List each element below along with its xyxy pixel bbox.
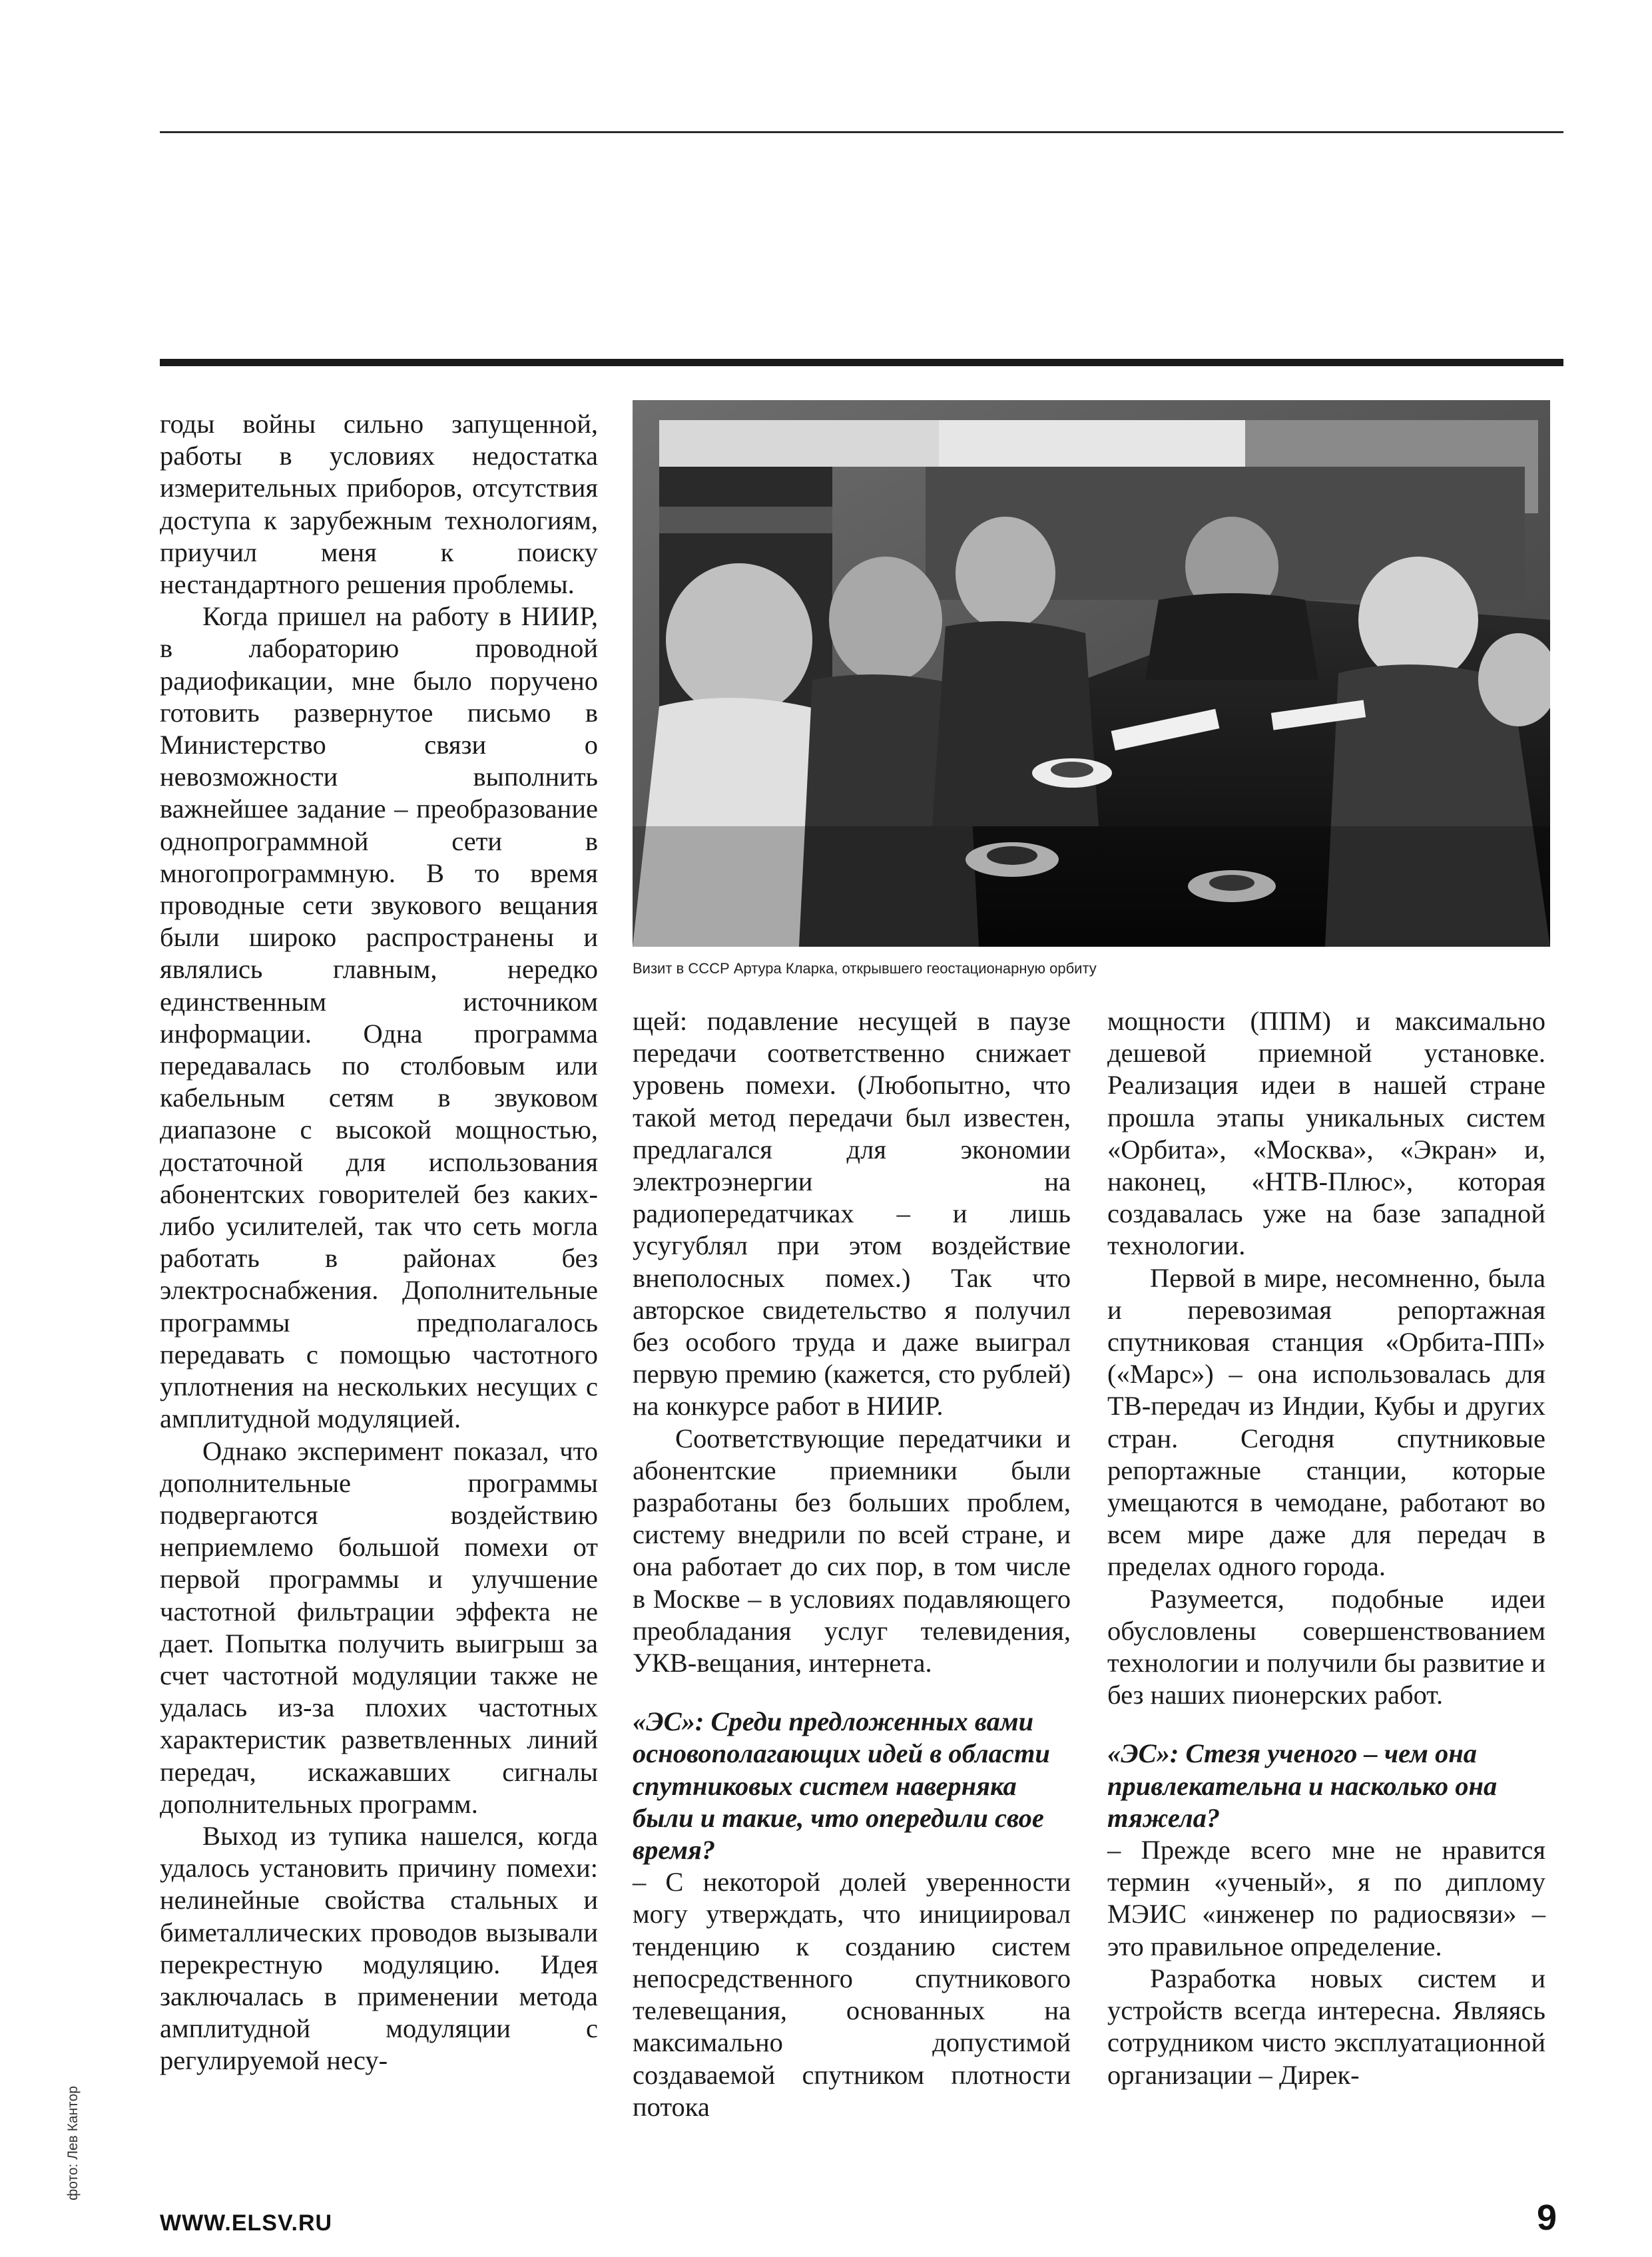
meeting-photo-image	[633, 400, 1550, 947]
article-column-2	[633, 1005, 1071, 2123]
photo-credit: фото: Лев Кантор	[65, 2086, 81, 2200]
photo-caption: Визит в СССР Артура Кларка, открывшего геостационарную орбиту	[633, 960, 1097, 977]
article-column-1	[160, 408, 598, 2077]
interview-question: «ЭС»: Стезя ученого – чем она привлекательна и насколько она тяжела?	[1107, 1738, 1498, 1833]
paragraph: годы войны сильно запущенной, работы в условиях недостатка измерительных приборов, отсутствия доступа к зарубежным технологиям, приучил меня к поиску нестандартного решения проблемы.	[160, 409, 598, 600]
paragraph: Первой в мире, несомненно, была и перевозимая репортажная спутниковая станция «Орбита-ПП» («Марс») – она использовалась для ТВ-передач из Индии, Кубы и других стран. Сегодня спутниковые репортажные станции, которые умещаются в чемодане, работают во всем мире даже для передач в пределах одного города.	[1107, 1262, 1545, 1582]
paragraph: Выход из тупика нашелся, когда удалось установить причину помехи: нелинейные свойства стальных и биметаллических проводов вызывали перекрестную модуляцию. Идея заключалась в применении метода амплитудной модуляции с регулируемой несу-	[160, 1820, 598, 2076]
paragraph: щей: подавление несущей в паузе передачи соответственно снижает уровень помехи. (Любопытно, что такой метод передачи был известен, предлагался для экономии электроэнергии на радиопередатчиках – и лишь усугублял при этом воздействие внеполосных помех.) Так что авторское свидетельство я получил без особого труда и даже выиграл первую премию (кажется, сто рублей) на конкурсе работ в НИИР.	[633, 1006, 1071, 1421]
interview-question: «ЭС»: Среди предложенных вами основополагающих идей в области спутниковых систем наверняка были и такие, что опередили свое время?	[633, 1706, 1050, 1866]
paragraph: мощности (ППМ) и максимально дешевой приемной установке. Реализация идеи в нашей стране прошла этапы уникальных систем «Орбита», «Москва», «Экран» и, наконец, «НТВ-Плюс», которая создавалась уже на базе западной технологии.	[1107, 1006, 1545, 1261]
interview-answer: – Прежде всего мне не нравится термин «ученый», я по диплому МЭИС «инженер по радиосвязи» – это правильное определение.	[1107, 1835, 1545, 1961]
header-rule-thin	[160, 131, 1563, 133]
article-column-3	[1107, 1005, 1545, 2091]
paragraph: Разумеется, подобные идеи обусловлены совершенствованием технологии и получили бы развитие и без наших пионерских работ.	[1107, 1583, 1545, 1710]
paragraph: Соответствующие передатчики и абонентские приемники были разработаны без больших проблем, систему внедрили по всей стране, и она работает до сих пор, в том числе в Москве – в условиях подавляющего преобладания услуг телевидения, УКВ-вещания, интернета.	[633, 1423, 1071, 1678]
paragraph: Разработка новых систем и устройств всегда интересна. Являясь сотрудником чисто эксплуатационной организации – Дирек-	[1107, 1963, 1545, 2090]
paragraph: Когда пришел на работу в НИИР, в лабораторию проводной радиофикации, мне было поручено готовить развернутое письмо в Министерство связи о невозможности выполнить важнейшее задание – преобразование однопрограммной сети в многопрограммную. В то время проводные сети звукового вещания были широко распространены и являлись главным, нередко единственным источником информации. Одна программа передавалась по столбовым или кабельным сетям в звуковом диапазоне с высокой мощностью, достаточной для использования абонентских говорителей без каких-либо усилителей, так что сеть могла работать в районах без электроснабжения. Дополнительные программы предполагалось передавать с помощью частотного уплотнения на нескольких несущих с амплитудной модуляцией.	[160, 601, 598, 1434]
header-rule-thick	[160, 359, 1563, 366]
meeting-photo	[633, 400, 1550, 947]
paragraph: Однако эксперимент показал, что дополнительные программы подвергаются воздействию неприемлемо большой помехи от первой программы и улучшение частотной фильтрации эффекта не дает. Попытка получить выигрыш за счет частотной модуляции также не удалась из-за плохих частотных характеристик разветвленных линий передач, искажавших сигналы дополнительных программ.	[160, 1435, 598, 1819]
footer-website-url: WWW.ELSV.RU	[160, 2210, 333, 2236]
interview-answer: – С некоторой долей уверенности могу утверждать, что инициировал тенденцию к созданию систем непосредственного спутникового телевещания, основанных на максимально допустимой создаваемой спутником плотности потока	[633, 1867, 1071, 2122]
page-number: 9	[1537, 2198, 1557, 2238]
